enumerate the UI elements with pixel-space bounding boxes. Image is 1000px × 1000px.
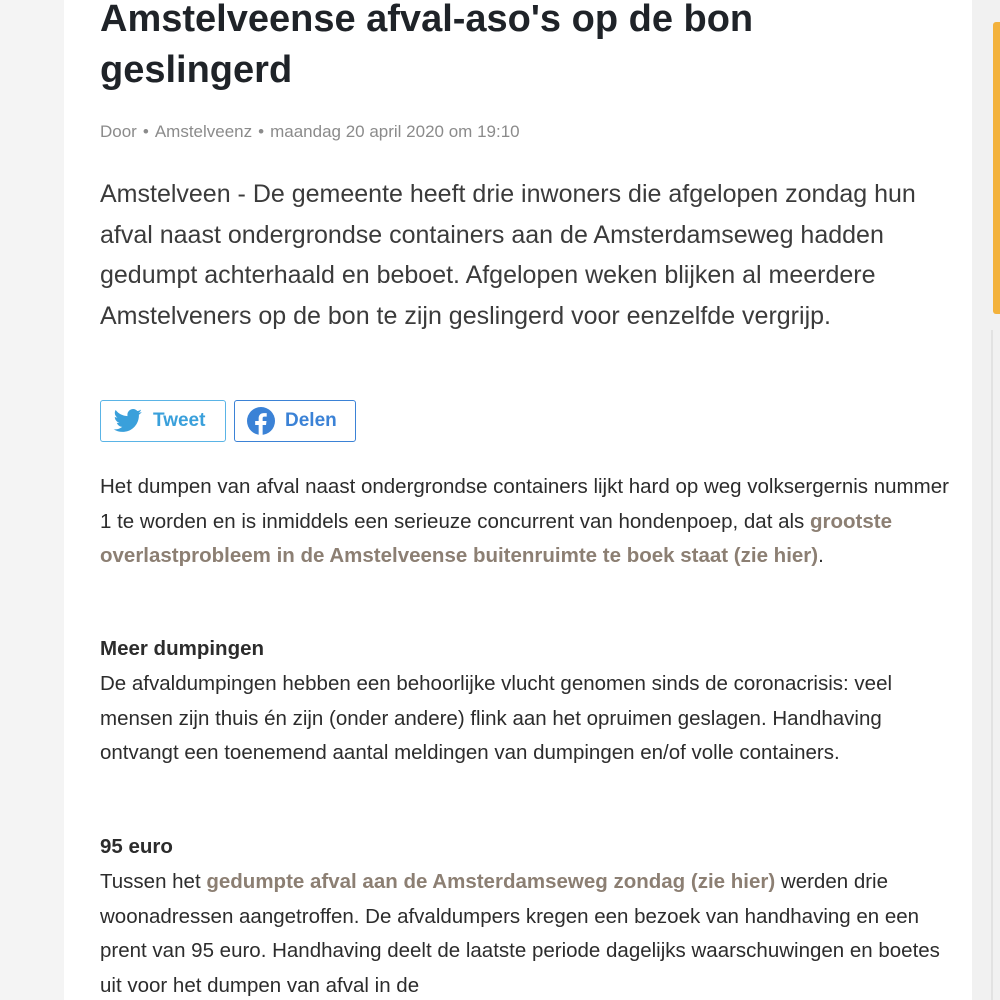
paragraph	[100, 470, 950, 574]
paragraph-text: .	[818, 544, 824, 568]
tweet-button[interactable]	[100, 400, 226, 442]
share-button[interactable]	[234, 400, 356, 442]
paragraph-text: werden drie woonadressen aangetroffen. De afvaldumpers kregen een bezoek van handhaving en een prent van 95 euro. Handhaving deelt de laatste periode dagelijks waarschuwingen en boetes uit voor het dumpen van afval in de	[100, 870, 940, 997]
scroll-accent-bar	[993, 22, 1000, 314]
share-buttons	[100, 400, 356, 442]
right-divider	[991, 330, 993, 1000]
facebook-icon	[247, 407, 275, 435]
meta-date: maandag 20 april 2020 om 19:10	[270, 122, 520, 141]
meta-separator: •	[258, 122, 265, 141]
meta-separator: •	[142, 122, 149, 141]
article-lead: Amstelveen - De gemeente heeft drie inwoners die afgelopen zondag hun afval naast ondergrondse containers aan de Amsterdamseweg hadden gedumpt achterhaald en beboet. Afgelopen weken blijken al meerdere Amstelveners op de bon te zijn geslingerd voor eenzelfde vergrijp.	[100, 180, 916, 330]
article-title: Amstelveense afval-aso's op de bon geslingerd	[100, 0, 754, 91]
section-heading: Meer dumpingen	[100, 637, 265, 660]
overlast-link[interactable]: grootste overlastprobleem in de Amstelveense buitenruimte te boek staat (zie hier)	[100, 509, 892, 568]
gedumpte-afval-link[interactable]: gedumpte afval aan de Amsterdamseweg zondag (zie hier)	[206, 870, 776, 893]
section-heading: 95 euro	[100, 835, 173, 858]
meta-prefix: Door	[100, 122, 137, 141]
left-gutter	[0, 0, 64, 1000]
article-meta	[100, 122, 520, 142]
paragraph	[100, 865, 950, 1000]
share-label: Delen	[285, 410, 337, 431]
paragraph: De afvaldumpingen hebben een behoorlijke vlucht genomen sinds de coronacrisis: veel mensen zijn thuis én zijn (onder andere) flink aan het opruimen geslagen. Handhaving ontvangt een toenemend aantal meldingen van dumpingen en/of volle containers.	[100, 672, 893, 765]
paragraph-text: Het dumpen van afval naast ondergrondse containers lijkt hard op weg volksergernis nummer 1 te worden en is inmiddels een serieuze concurrent van hondenpoep, dat als	[100, 475, 949, 533]
paragraph-text: Tussen het	[100, 870, 207, 893]
twitter-bird-icon	[113, 409, 143, 433]
tweet-label: Tweet	[153, 410, 206, 431]
meta-author[interactable]: Amstelveenz	[154, 122, 253, 141]
